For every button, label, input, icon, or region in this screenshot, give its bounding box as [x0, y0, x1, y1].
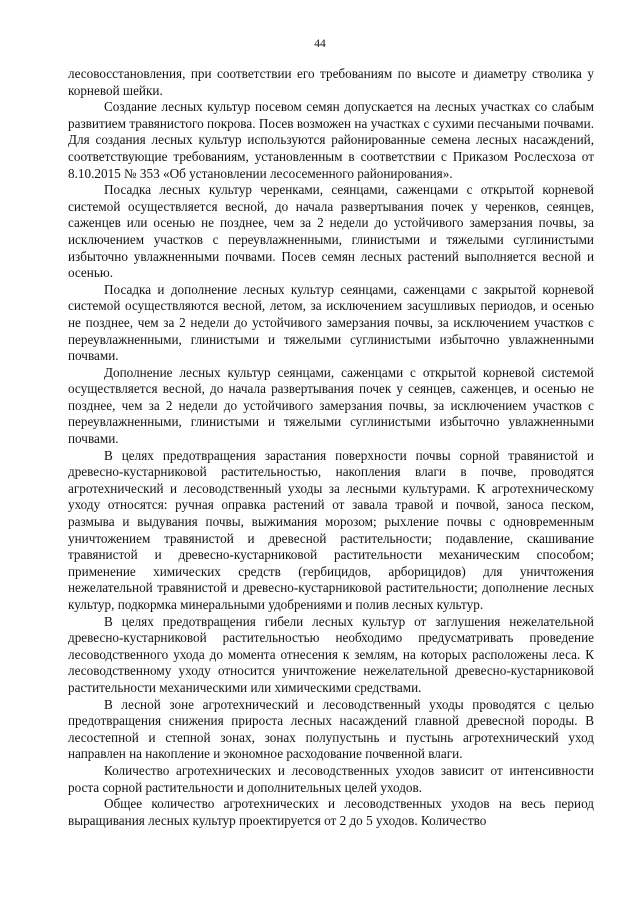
paragraph: Создание лесных культур посевом семян допускается на лесных участках со слабым развитием травянистого покрова. Посев возможен на участках с сухими песчаными почвами. Для создания лесных культур используются районированные семена лесных насаждений, соответствующие требованиям, установленным в соответствии с Приказом Рослесхоза от 8.10.2015 № 353 «Об установлении лесосеменного районирования».: [68, 99, 594, 181]
paragraph: В лесной зоне агротехнический и лесоводственный уходы проводятся с целью предотвращения снижения прироста лесных насаждений главной древесной породы. В лесостепной и степной зонах, зонах полупустынь и пустынь агротехнический уход направлен на накопление и экономное расходование почвенной влаги.: [68, 696, 594, 762]
paragraph: Посадка лесных культур черенками, сеянцами, саженцами с открытой корневой системой осуществляется весной, до начала развертывания почек у черенков, сеянцев, саженцев или осенью не позднее, чем за 2 недели до устойчивого замерзания почвы, за исключением участков с переувлажненными, глинистыми и тяжелыми суглинистыми избыточно увлажненными почвами. Посев семян лесных растений выполняется весной и осенью.: [68, 182, 594, 281]
body-text: [68, 66, 594, 829]
paragraph: В целях предотвращения гибели лесных культур от заглушения нежелательной древесно-кустарниковой растительностью необходимо предусматривать проведение лесоводственного ухода до момента отнесения к землям, на которых расположены леса. К лесоводственному уходу относится уничтожение нежелательной древесно-кустарниковой растительности механическими или химическими средствами.: [68, 613, 594, 695]
paragraph: лесовосстановления, при соответствии его требованиям по высоте и диаметру стволика у корневой шейки.: [68, 66, 594, 98]
paragraph: Дополнение лесных культур сеянцами, саженцами с открытой корневой системой осуществляется весной, до начала развертывания почек у сеянцев, саженцев, и осенью не позднее, чем за 2 недели до устойчивого замерзания почвы, за исключением участков с переувлажненными, глинистыми и тяжелыми суглинистыми избыточно увлажненными почвами.: [68, 364, 594, 447]
paragraph: В целях предотвращения зарастания поверхности почвы сорной травянистой и древесно-кустарниковой растительностью, накопления влаги в почве, проводятся агротехнический и лесоводственный уходы за лесными культурами. К агротехническому уходу относятся: ручная оправка растений от завала травой и почвой, заноса песком, размыва и выдувания почвы, выжимания морозом; рыхление почвы с одновременным уничтожением травянистой и древесной растительности; подавление, скашивание травянистой и древесно-кустарниковой растительности механическим способом; применение химических средств (гербицидов, арборицидов) для уничтожения нежелательной травянистой и древесно-кустарниковой растительности; дополнение лесных культур, подкормка минеральными удобрениями и полив лесных культур.: [68, 447, 594, 612]
page-number: 44: [314, 38, 326, 50]
paragraph: Общее количество агротехнических и лесоводственных уходов на весь период выращивания лесных культур проектируется от 2 до 5 уходов. Количество: [68, 796, 594, 828]
paragraph: Посадка и дополнение лесных культур сеянцами, саженцами с закрытой корневой системой осуществляются весной, летом, за исключением засушливых периодов, и осенью не позднее, чем за 2 недели до устойчивого замерзания почвы, за исключением участков с переувлажненными, глинистыми и тяжелыми суглинистыми избыточно увлажненными почвами.: [68, 281, 594, 364]
paragraph: Количество агротехнических и лесоводственных уходов зависит от интенсивности роста сорной растительности и дополнительных целей уходов.: [68, 762, 594, 795]
